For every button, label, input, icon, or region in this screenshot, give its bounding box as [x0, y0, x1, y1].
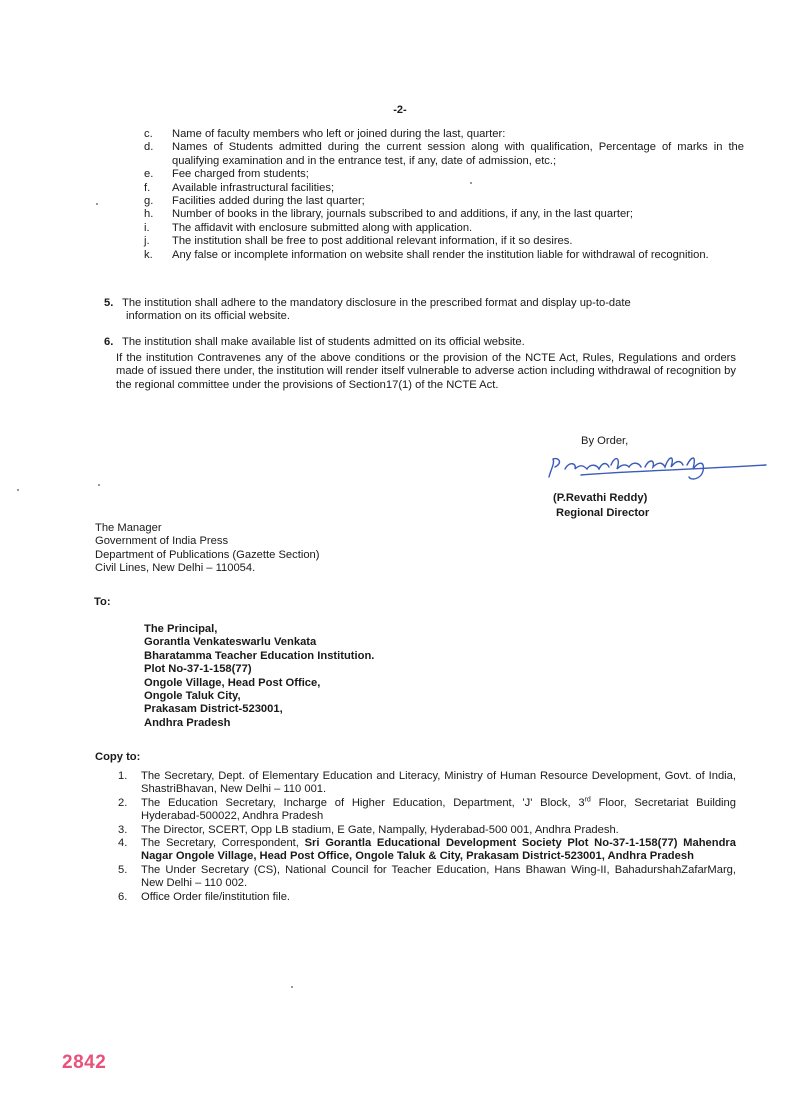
sub-clause-letter: d.	[144, 141, 154, 154]
sub-clause-text: The institution shall be free to post additional relevant information, if it so desires.	[172, 235, 573, 248]
address-line: Plot No-37-1-158(77)	[144, 663, 252, 676]
recipient-address	[95, 522, 319, 576]
copy-to-item	[118, 864, 736, 891]
sub-clause-letter: k.	[144, 248, 153, 261]
sub-clause-item	[144, 168, 744, 181]
signatory-name: (P.Revathi Reddy)	[553, 492, 648, 504]
copy-to-item	[118, 770, 736, 797]
copy-to-item	[118, 824, 736, 837]
copy-text-bold: Sri Gorantla Educational Development Society Plot No-37-1-158(77) Mahendra Nagar Ongole Village, Head Post Office, Ongole Taluk & City, Prakasam District-523001, Andhra Pradesh	[141, 837, 737, 863]
copy-number: 6.	[118, 890, 128, 903]
address-line: The Principal,	[144, 623, 218, 635]
sub-clause-letter: c.	[144, 128, 153, 140]
by-order-label: By Order,	[581, 435, 629, 447]
address-line: Ongole Taluk City,	[144, 690, 241, 703]
address-line: The Manager	[95, 522, 162, 534]
copy-number: 1.	[118, 770, 128, 782]
to-label: To:	[94, 596, 111, 608]
sub-clause-letter: h.	[144, 208, 154, 221]
clause-6	[104, 336, 736, 349]
copy-text: The Under Secretary (CS), National Council for Teacher Education, Hans Bhawan Wing-II, BahadurshahZafarMarg, New Delhi – 110 002.	[141, 863, 736, 890]
sub-clause-item	[144, 208, 744, 221]
sub-clause-item	[144, 128, 744, 141]
sub-clause-item	[144, 222, 744, 235]
sub-clause-item	[144, 235, 744, 248]
scan-speck	[98, 484, 100, 486]
sub-clause-item	[144, 141, 744, 168]
copy-to-item	[118, 797, 736, 824]
sub-clause-text: Names of Students admitted during the current session along with qualification, Percentage of marks in the qualifying examination and in the entrance test, if any, date of admission, etc.;	[172, 141, 744, 167]
copy-text: The Secretary, Dept. of Elementary Education and Literacy, Ministry of Human Resource Development, Govt. of India, ShastriBhavan, New Delhi – 110 001.	[141, 770, 736, 796]
sub-clause-item	[144, 182, 744, 195]
copy-number: 5.	[118, 863, 128, 876]
copy-text: The Education Secretary, Incharge of Higher Education, Department, 'J' Block, 3	[141, 796, 585, 809]
address-line: Ongole Village, Head Post Office,	[144, 676, 321, 689]
copy-to-item	[118, 891, 736, 904]
copy-text: Office Order file/institution file.	[141, 890, 291, 903]
address-line: Gorantla Venkateswarlu Venkata	[144, 636, 317, 649]
signatory-title: Regional Director	[556, 507, 650, 519]
principal-address	[144, 623, 374, 730]
copy-number: 4.	[118, 837, 128, 850]
sub-clause-text: Fee charged from students;	[172, 168, 309, 181]
sub-clause-text: Any false or incomplete information on website shall render the institution liable for withdrawal of recognition.	[172, 248, 709, 261]
sub-clause-letter: f.	[144, 181, 151, 194]
sub-clause-list	[144, 128, 744, 262]
stamp-number: 2842	[62, 1052, 107, 1073]
address-line: Bharatamma Teacher Education Institution.	[144, 649, 375, 662]
copy-text-continued: Floor, Secretariat Building Hyderabad-500022, Andhra Pradesh	[141, 796, 736, 823]
address-line: Andhra Pradesh	[144, 716, 231, 729]
sub-clause-text: Facilities added during the last quarter;	[172, 195, 365, 208]
sub-clause-letter: e.	[144, 168, 154, 181]
copy-number: 3.	[118, 823, 128, 836]
copy-number: 2.	[118, 796, 128, 809]
clause-number: 6.	[104, 336, 114, 348]
ordinal-suffix: rd	[584, 796, 591, 804]
sub-clause-text: Number of books in the library, journals subscribed to and additions, if any, in the last quarter;	[172, 208, 634, 221]
copy-text: The Director, SCERT, Opp LB stadium, E Gate, Nampally, Hyderabad-500 001, Andhra Pradesh.	[141, 823, 619, 836]
copy-to-item	[118, 837, 736, 864]
copy-to-list	[118, 770, 736, 904]
clause-number: 5.	[104, 297, 114, 309]
copy-to-label: Copy to:	[95, 751, 141, 763]
address-line: Prakasam District-523001,	[144, 703, 283, 716]
sub-clause-letter: j.	[144, 235, 150, 248]
sub-clause-item	[144, 249, 744, 262]
sub-clause-item	[144, 195, 744, 208]
page-number: -2-	[393, 104, 407, 116]
sub-clause-text: The affidavit with enclosure submitted along with application.	[172, 221, 473, 234]
sub-clause-text: Name of faculty members who left or joined during the last, quarter:	[172, 128, 506, 140]
clause-5	[104, 297, 736, 324]
scan-speck	[291, 986, 293, 988]
address-line: Government of India Press	[95, 535, 229, 548]
scan-speck	[96, 203, 98, 205]
sub-clause-letter: g.	[144, 195, 154, 208]
scan-speck	[17, 489, 19, 491]
closing-paragraph: If the institution Contravenes any of the above conditions or the provision of the NCTE Act, Rules, Regulations and orders made of issued there under, the institution will render itself vulnerable to adverse action including withdrawal of recognition by the regional committee under the provisions of Section17(1) of the NCTE Act.	[116, 352, 736, 391]
address-line: Department of Publications (Gazette Section)	[95, 548, 320, 561]
copy-text: The Secretary, Correspondent,	[141, 837, 305, 850]
address-line: Civil Lines, New Delhi – 110054.	[95, 562, 256, 575]
signature-image	[541, 447, 771, 489]
scan-speck	[470, 182, 472, 184]
clause-text: The institution shall adhere to the mandatory disclosure in the prescribed format and display up-to-date	[122, 297, 631, 309]
clause-text: The institution shall make available list of students admitted on its official website.	[122, 336, 525, 348]
sub-clause-text: Available infrastructural facilities;	[172, 181, 335, 194]
sub-clause-letter: i.	[144, 221, 150, 234]
clause-text-continued: information on its official website.	[126, 310, 290, 323]
